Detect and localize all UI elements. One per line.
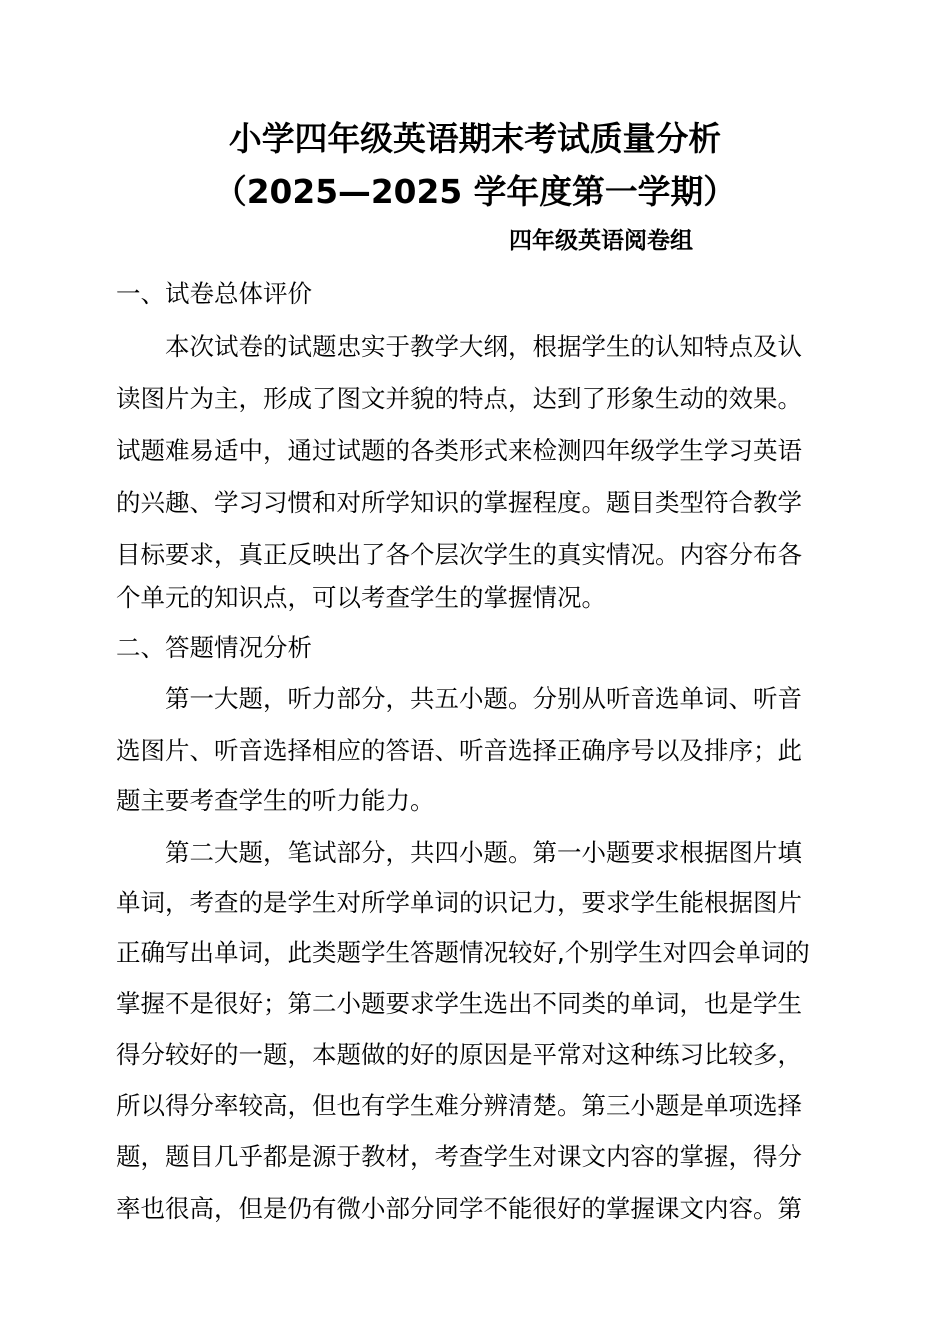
paragraph-line: 读图片为主，形成了图文并貌的特点，达到了形象生动的效果。 <box>116 384 802 413</box>
paragraph-line: 本次试卷的试题忠实于教学大纲，根据学生的认知特点及认 <box>165 332 802 361</box>
paragraph-line: 所以得分率较高，但也有学生难分辨清楚。第三小题是单项选择 <box>116 1091 802 1120</box>
paragraph-line: 目标要求，真正反映出了各个层次学生的真实情况。内容分布各 <box>116 540 802 569</box>
paragraph-line: 第二大题，笔试部分，共四小题。第一小题要求根据图片填 <box>165 838 802 867</box>
paragraph-line: 选图片、听音选择相应的答语、听音选择正确序号以及排序；此 <box>116 736 802 765</box>
paragraph-line: 第一大题，听力部分，共五小题。分别从听音选单词、听音 <box>165 684 802 713</box>
document-title: 小学四年级英语期末考试质量分析 <box>228 120 722 158</box>
paragraph-line: 题，题目几乎都是源于教材，考查学生对课文内容的掌握，得分 <box>116 1142 802 1171</box>
author-line: 四年级英语阅卷组 <box>509 228 693 254</box>
paragraph-line: 得分较好的一题，本题做的好的原因是平常对这种练习比较多， <box>116 1040 802 1069</box>
section-heading-analysis: 二、答题情况分析 <box>116 633 312 662</box>
paragraph-line: 试题难易适中，通过试题的各类形式来检测四年级学生学习英语 <box>116 436 802 465</box>
paragraph-line: 的兴趣、学习习惯和对所学知识的掌握程度。题目类型符合教学 <box>116 488 802 517</box>
document-subtitle: （2025—2025 学年度第一学期） <box>213 173 737 211</box>
paragraph-line: 正确写出单词，此类题学生答题情况较好,个别学生对四会单词的 <box>116 938 810 967</box>
paragraph-line: 率也很高，但是仍有微小部分同学不能很好的掌握课文内容。第 <box>116 1194 802 1223</box>
paragraph-line: 个单元的知识点，可以考查学生的掌握情况。 <box>116 583 606 612</box>
paragraph-line: 题主要考查学生的听力能力。 <box>116 786 435 815</box>
paragraph-line: 单词，考查的是学生对所学单词的识记力，要求学生能根据图片 <box>116 888 802 917</box>
section-heading-evaluation: 一、试卷总体评价 <box>116 279 312 308</box>
paragraph-line: 掌握不是很好；第二小题要求学生选出不同类的单词，也是学生 <box>116 989 802 1018</box>
